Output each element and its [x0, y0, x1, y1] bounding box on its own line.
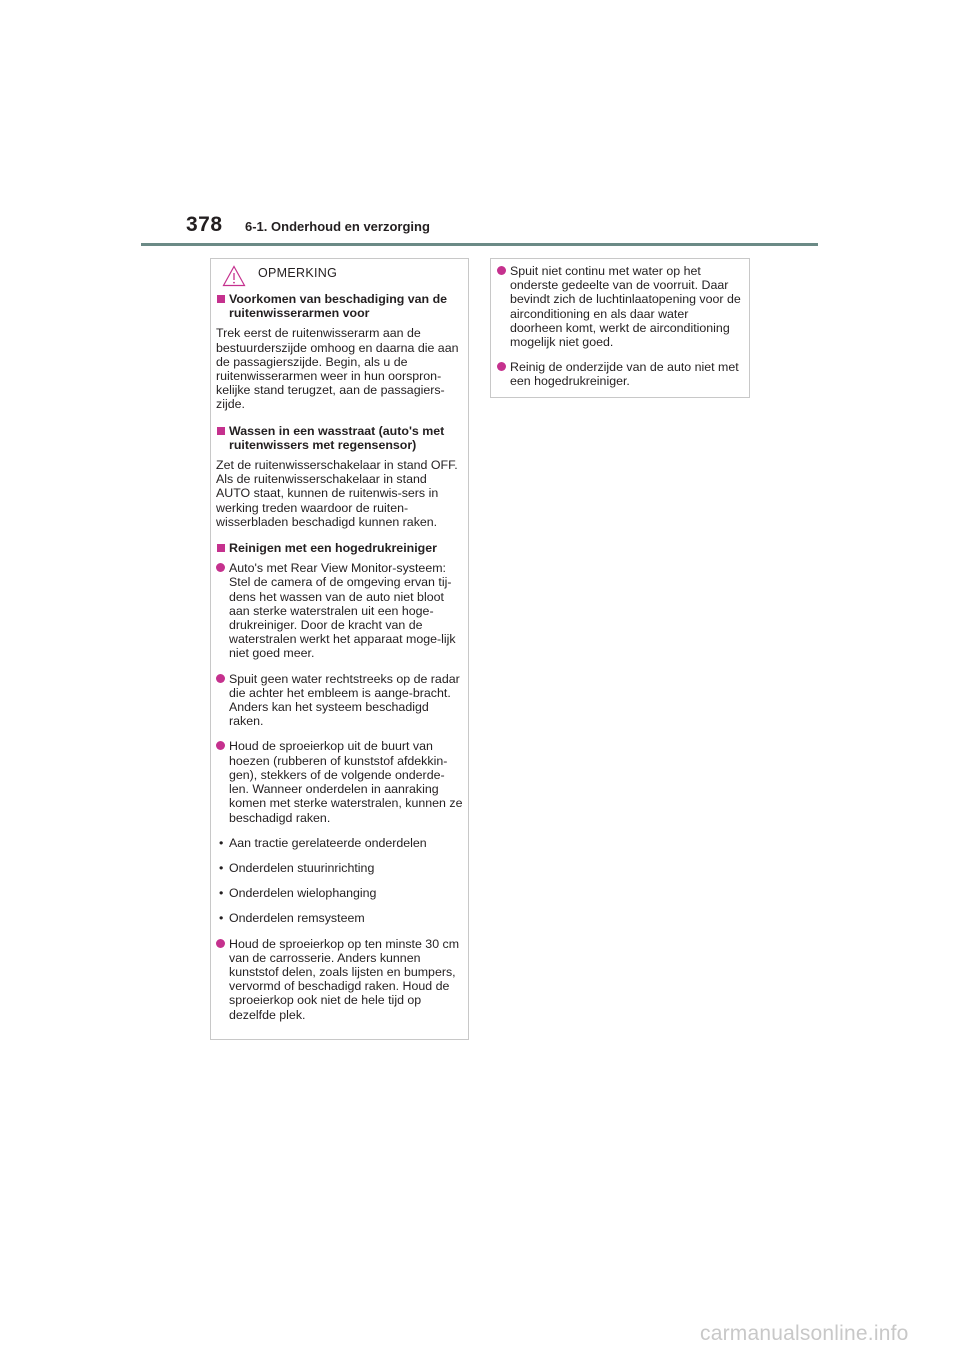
- heading-wiper-arms: Voorkomen van beschadiging van de ruitenwisserarmen voor: [216, 292, 463, 320]
- list-item: Reinig de onderzijde van de auto niet met een hogedrukreiniger.: [497, 360, 741, 388]
- list-item: Houd de sproeierkop uit de buurt van hoezen (rubberen of kunststof afdekkin-gen), stekkers of de volgende onderde-len. Wanneer onderdelen in aanraking komen met sterke waterstralen, kunnen ze beschadigd raken.: [216, 739, 463, 824]
- square-bullet-icon: [217, 427, 225, 435]
- sub-list-item: • Onderdelen wielophanging: [219, 886, 377, 901]
- notice-box-left: [210, 258, 469, 1040]
- warning-triangle-icon: [222, 265, 246, 287]
- list-item: Spuit niet continu met water op het onderste gedeelte van de voorruit. Daar bevindt zich de luchtinlaatopening voor de airconditioning en als daar water doorheen komt, werkt de airconditioning mogelijk niet goed.: [497, 264, 741, 349]
- round-bullet-icon: [216, 741, 225, 750]
- round-bullet-icon: [497, 362, 506, 371]
- list-item: Spuit geen water rechtstreeks op de radar die achter het embleem is aange-bracht. Anders kan het systeem beschadigd raken.: [216, 672, 463, 729]
- sub-list-item: • Onderdelen remsysteem: [219, 911, 365, 926]
- heading-car-wash: Wassen in een wasstraat (auto's met ruitenwissers met regensensor): [216, 424, 463, 452]
- header-divider: [141, 243, 818, 246]
- section-title: 6-1. Onderhoud en verzorging: [245, 219, 430, 234]
- list-item: Auto's met Rear View Monitor-systeem: Stel de camera of de omgeving ervan tij-dens het wassen van de auto niet bloot aan sterke waterstralen uit een hoge-drukreiniger. Door de kracht van de waterstralen werkt het apparaat moge-lijk niet goed meer.: [216, 561, 463, 660]
- paragraph-wiper-arms: Trek eerst de ruitenwisserarm aan de bestuurderszijde omhoog en daarna die aan de passagierszijde. Begin, als u de ruitenwisserarmen weer in hun oorspron-kelijke stand terugzet, aan de passagiers-zijde.: [216, 326, 459, 412]
- notice-label: OPMERKING: [258, 266, 338, 280]
- round-bullet-icon: [216, 939, 225, 948]
- list-item: Houd de sproeierkop op ten minste 30 cm van de carrosserie. Anders kunnen kunststof delen, zoals lijsten en bumpers, vervormd of beschadigd raken. Houd de sproeierkop ook niet de hele tijd op dezelfde plek.: [216, 937, 463, 1022]
- notice-header: [211, 265, 468, 287]
- round-bullet-icon: [216, 563, 225, 572]
- paragraph-car-wash: Zet de ruitenwisserschakelaar in stand OFF. Als de ruitenwisserschakelaar in stand AUTO staat, kunnen de ruitenwis-sers in werking treden waardoor de ruiten-wisserbladen beschadigd kunnen raken.: [216, 458, 458, 529]
- sub-list-item: • Onderdelen stuurinrichting: [219, 860, 375, 875]
- round-bullet-icon: [216, 674, 225, 683]
- square-bullet-icon: [217, 295, 225, 303]
- round-bullet-icon: [497, 266, 506, 275]
- square-bullet-icon: [217, 544, 225, 552]
- heading-pressure-washer: Reinigen met een hogedrukreiniger: [216, 541, 463, 555]
- sub-list-item: • Aan tractie gerelateerde onderdelen: [219, 835, 427, 850]
- notice-box-right: [490, 258, 750, 398]
- page-number: 378: [186, 213, 223, 236]
- watermark: carmanualsonline.info: [700, 1322, 909, 1345]
